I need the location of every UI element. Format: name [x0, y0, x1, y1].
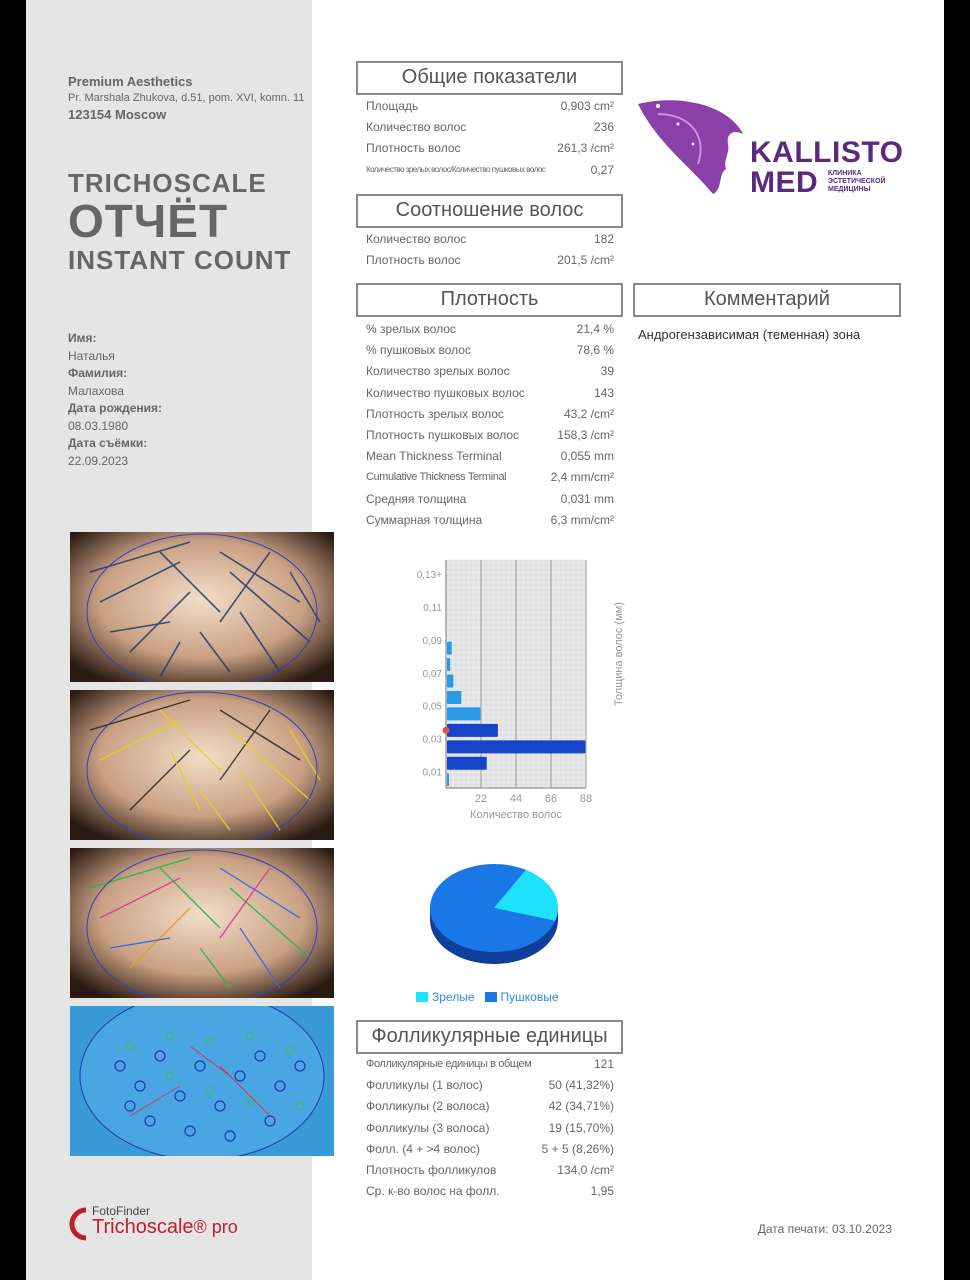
row-value: 143 [593, 385, 614, 400]
histogram-bar [447, 642, 452, 655]
general-row [366, 160, 614, 181]
y-tick-label: 0,01 [422, 767, 442, 779]
scalp-image-1 [70, 532, 334, 682]
row-value: 78,6 % [576, 343, 614, 358]
x-tick-label: 66 [544, 793, 558, 805]
clinic-info [68, 74, 304, 122]
print-date-label: Дата печати: [757, 1222, 829, 1236]
density-rows [366, 319, 614, 531]
fotofinder-text: FotoFinder [92, 1204, 151, 1218]
general-rows [366, 96, 614, 181]
clinic-city: 123154 Moscow [68, 107, 167, 122]
patient-name-label: Имя: [68, 331, 97, 345]
density-row [366, 361, 614, 382]
row-key: Фолл. (4 + >4 волос) [366, 1141, 481, 1156]
logo-sub3: МЕДИЦИНЫ [828, 186, 871, 193]
fotofinder-c-icon [66, 1206, 90, 1242]
row-value: 6,3 mm/cm² [550, 512, 614, 527]
density-row [366, 446, 614, 467]
row-value: 5 + 5 (8,26%) [541, 1141, 614, 1156]
row-value: 182 [593, 232, 614, 246]
row-key: Фолликулы (3 волоса) [366, 1120, 490, 1135]
ratio-rows [366, 229, 614, 271]
density-row [366, 319, 614, 340]
follicular-row [366, 1118, 614, 1139]
patient-surname: Малахова [68, 383, 124, 398]
y-tick-label: 0,13+ [416, 570, 442, 581]
patient-dob-label: Дата рождения: [68, 401, 163, 415]
trichoscale-pro: ® pro [193, 1217, 238, 1237]
logo-subtitle [828, 170, 886, 194]
row-value: 0,903 cm² [560, 99, 614, 113]
histogram-bar [447, 773, 449, 786]
density-row [366, 467, 614, 488]
follicular-row [366, 1075, 614, 1096]
row-key: Cumulative Thickness Terminal [366, 471, 507, 484]
y-tick-label: 0,07 [422, 668, 442, 680]
density-header: Плотность [356, 283, 623, 317]
row-key: Количество пушковых волос [366, 385, 525, 400]
clinic-address: Pr. Marshala Zhukova, d.51, pom. XVI, komn. 11 [68, 92, 305, 104]
histogram-bar [447, 757, 487, 770]
row-key: Плотность волос [366, 141, 461, 156]
row-key: % зрелых волос [366, 322, 456, 336]
follicular-row [366, 1181, 614, 1202]
row-key: Ср. к-во волос на фолл. [366, 1184, 500, 1199]
row-key: Плотность фолликулов [366, 1162, 497, 1177]
ratio-header: Соотношение волос [356, 194, 623, 228]
density-row [366, 404, 614, 425]
report-title-line3: INSTANT COUNT [68, 245, 292, 275]
follicular-row [366, 1139, 614, 1160]
threshold-marker [443, 727, 450, 734]
row-value: 0,055 mm [560, 449, 614, 464]
follicular-row [366, 1096, 614, 1117]
row-value: 43,2 /cm² [563, 406, 614, 421]
density-row [366, 489, 614, 510]
x-tick-label: 22 [474, 793, 488, 805]
thickness-histogram [386, 558, 636, 833]
histogram-bar [447, 707, 480, 720]
row-value: 0,031 mm [560, 491, 614, 506]
patient-surname-label: Фамилия: [68, 366, 128, 380]
patient-info [68, 330, 162, 470]
row-key: Плотность пушковых волос [366, 427, 520, 442]
patient-dob: 08.03.1980 [68, 418, 129, 433]
hair-type-pie [426, 856, 566, 981]
row-key: Плотность волос [366, 253, 461, 268]
density-row [366, 510, 614, 531]
row-key: Суммарная толщина [366, 512, 483, 527]
kallisto-logo [638, 94, 908, 204]
row-value: 39 [600, 364, 614, 379]
y-tick-label: 0,05 [422, 701, 442, 713]
clinic-name: Premium Aesthetics [68, 74, 193, 89]
pie-legend [416, 990, 559, 1004]
report-title-line1: TRICHOSCALE [68, 168, 267, 198]
general-row [366, 96, 614, 117]
row-key: Количество зрелых волос [366, 364, 510, 379]
row-value: 19 (15,70%) [548, 1120, 614, 1135]
scalp-image-4 [70, 1006, 334, 1156]
histogram-bar [447, 658, 450, 671]
row-key: Средняя толщина [366, 491, 467, 506]
row-value: 121 [593, 1057, 614, 1071]
row-value: 201,5 /cm² [557, 253, 614, 268]
x-axis-label: Количество волос [470, 809, 562, 821]
logo-face-icon [638, 94, 748, 204]
row-value: 42 (34,71%) [548, 1099, 614, 1114]
row-value: 21,4 % [576, 322, 614, 336]
legend-swatch-mature [416, 992, 428, 1002]
density-row [366, 383, 614, 404]
row-key: Фолликулы (1 волос) [366, 1078, 483, 1093]
follicular-rows [366, 1054, 614, 1202]
row-key: Mean Thickness Terminal [366, 449, 502, 464]
legend-label-vellus: Пушковые [500, 990, 559, 1004]
scalp-image-3 [70, 848, 334, 998]
scalp-image-2 [70, 690, 334, 840]
patient-name: Наталья [68, 348, 115, 363]
density-row [366, 425, 614, 446]
row-key: % пушковых волос [366, 343, 471, 358]
report-page [26, 0, 944, 1280]
logo-text-med: MED [750, 166, 819, 199]
logo-sub2: ЭСТЕТИЧЕСКОЙ [828, 178, 886, 185]
general-row [366, 117, 614, 138]
y-tick-label: 0,11 [423, 602, 442, 614]
row-value: 0,27 [590, 162, 614, 177]
x-tick-label: 88 [579, 793, 593, 805]
print-date [758, 1222, 892, 1236]
row-key: Фолликулы (2 волоса) [366, 1099, 490, 1114]
row-key: Количество волос [366, 232, 467, 246]
row-value: 2,4 mm/cm² [550, 470, 614, 485]
histogram-bar [447, 740, 585, 753]
row-value: 261,3 /cm² [557, 141, 614, 156]
row-key: Количество волос [366, 120, 467, 135]
legend-label-mature: Зрелые [432, 990, 475, 1004]
row-value: 50 (41,32%) [548, 1078, 614, 1093]
row-value: 236 [593, 120, 614, 135]
print-date-value: 03.10.2023 [831, 1222, 892, 1236]
logo-text-kallisto: KALLISTO [750, 136, 904, 169]
patient-shot-date: 22.09.2023 [68, 453, 129, 468]
follicular-header: Фолликулярные единицы [356, 1020, 623, 1054]
row-value: 1,95 [590, 1184, 614, 1199]
density-row [366, 340, 614, 361]
trichoscale-text [92, 1216, 238, 1239]
general-header: Общие показатели [356, 61, 623, 95]
histogram-bar [447, 691, 461, 704]
row-key: Фолликулярные единицы в общем [366, 1058, 532, 1070]
general-row [366, 138, 614, 159]
y-tick-label: 0,09 [422, 635, 442, 647]
histogram-bar [447, 675, 453, 688]
ratio-row [366, 229, 614, 250]
comment-text: Андрогензависимая (теменная) зона [638, 327, 861, 342]
y-tick-label: 0,03 [422, 734, 442, 746]
row-key: Площадь [366, 99, 419, 113]
histogram-bar [447, 724, 498, 737]
row-value: 158,3 /cm² [557, 427, 614, 442]
legend-swatch-vellus [485, 992, 497, 1002]
report-title [68, 168, 291, 276]
y-axis-label: Толщина волос (мм) [613, 602, 625, 706]
row-key: Количество зрелых волос/Количество пушковых волос [366, 164, 546, 174]
ratio-row [366, 250, 614, 271]
report-title-line2: ОТЧЁТ [68, 195, 229, 247]
histogram-svg [386, 558, 636, 828]
x-tick-label: 44 [509, 793, 523, 805]
row-key: Плотность зрелых волос [366, 406, 504, 421]
pie-svg [426, 856, 566, 976]
follicular-row [366, 1054, 614, 1075]
follicular-row [366, 1160, 614, 1181]
comment-header: Комментарий [633, 283, 901, 317]
logo-sub1: КЛИНИКА [828, 170, 862, 177]
row-value: 134,0 /cm² [557, 1162, 614, 1177]
patient-shot-label: Дата съёмки: [68, 436, 148, 450]
trichoscale-word: Trichoscale [92, 1216, 194, 1238]
